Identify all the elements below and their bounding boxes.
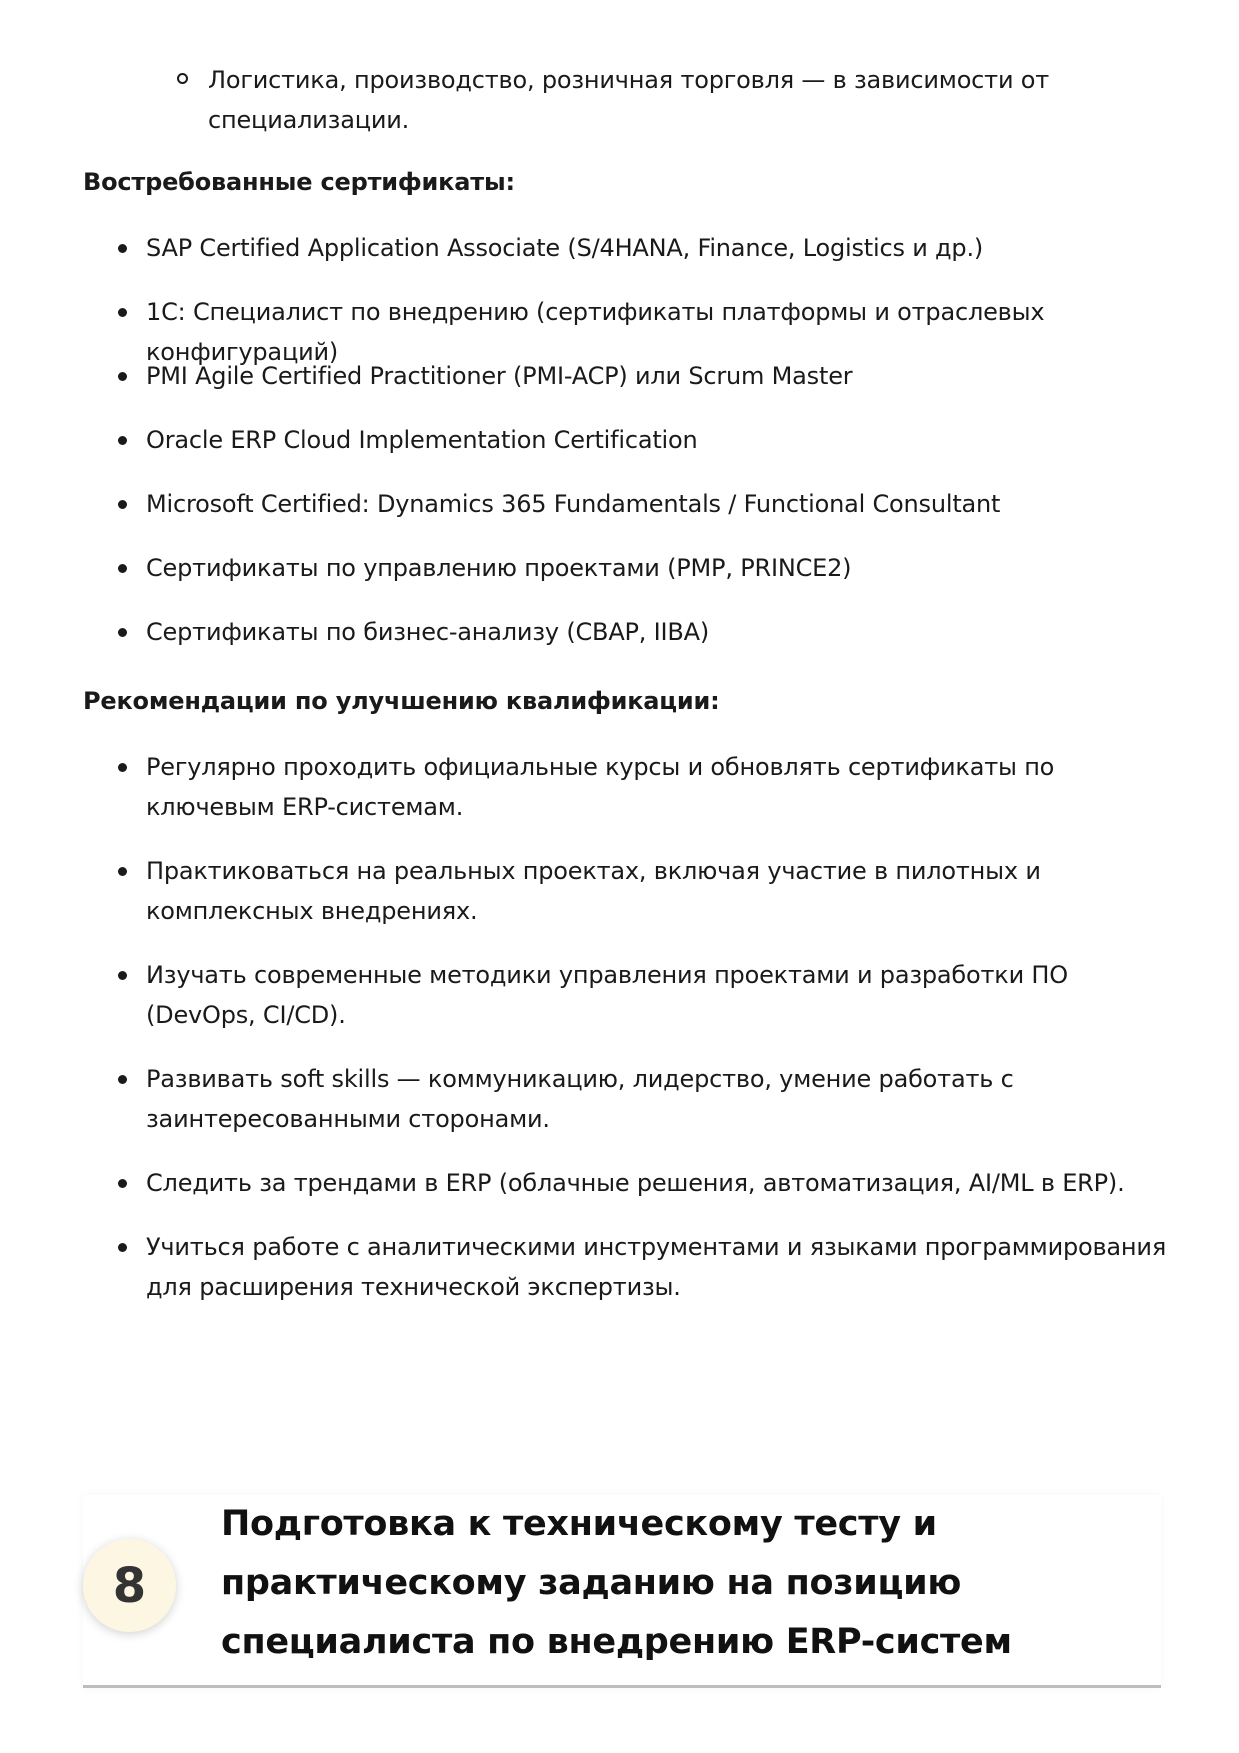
- list-item: [116, 1227, 1206, 1307]
- list-item: [116, 851, 1166, 931]
- recommendations-heading: Рекомендации по улучшению квалификации:: [83, 687, 720, 715]
- list-item-text: Следить за трендами в ERP (облачные решения, автоматизация, AI/ML в ERP).: [146, 1169, 1125, 1197]
- list-item: [116, 1163, 1166, 1203]
- list-item-text: Развивать soft skills — коммуникацию, лидерство, умение работать с заинтересованными сторонами.: [146, 1065, 1014, 1133]
- list-item: [116, 228, 1186, 268]
- list-item-text: Microsoft Certified: Dynamics 365 Fundamentals / Functional Consultant: [146, 490, 1001, 518]
- section-number-badge: 8: [83, 1539, 176, 1632]
- specialization-sublist: [177, 60, 1057, 140]
- list-item-text: PMI Agile Certified Practitioner (PMI-ACP) или Scrum Master: [146, 362, 853, 390]
- list-item-text: Учиться работе с аналитическими инструментами и языками программирования для расширения технической экспертизы.: [146, 1233, 1167, 1301]
- list-item: [116, 1059, 1166, 1139]
- list-item-text: Oracle ERP Cloud Implementation Certification: [146, 426, 698, 454]
- list-item: [116, 420, 1186, 460]
- bullet-icon: [118, 1243, 127, 1252]
- bullet-icon: [118, 1179, 127, 1188]
- list-item: [116, 747, 1166, 827]
- bullet-icon: [118, 244, 127, 253]
- bullet-icon: [118, 500, 127, 509]
- list-item-text: SAP Certified Application Associate (S/4HANA, Finance, Logistics и др.): [146, 234, 984, 262]
- list-item-text: 1С: Специалист по внедрению (сертификаты платформы и отраслевых конфигураций): [146, 298, 1045, 366]
- list-item-text: Изучать современные методики управления проектами и разработки ПО (DevOps, CI/CD).: [146, 961, 1068, 1029]
- list-item-text: Практиковаться на реальных проектах, включая участие в пилотных и комплексных внедрениях.: [146, 857, 1041, 925]
- list-item: [116, 548, 1186, 588]
- section-title: Подготовка к техническому тесту и практическому заданию на позицию специалиста по внедрению ERP-систем: [221, 1504, 1012, 1662]
- bullet-icon: [118, 867, 127, 876]
- list-item-text: Сертификаты по управлению проектами (PMP, PRINCE2): [146, 554, 852, 582]
- sublist-item-text: Логистика, производство, розничная торговля — в зависимости от специализации.: [208, 66, 1050, 134]
- bullet-icon: [118, 763, 127, 772]
- bullet-icon: [118, 308, 127, 317]
- bullet-icon: [118, 628, 127, 637]
- bullet-icon: [118, 564, 127, 573]
- list-item: [116, 356, 1186, 396]
- bullet-icon: [118, 1075, 127, 1084]
- list-item: [116, 612, 1186, 652]
- section-header-card: [83, 1495, 1161, 1688]
- list-item: [116, 484, 1186, 524]
- bullet-icon: [118, 372, 127, 381]
- bullet-icon: [118, 436, 127, 445]
- list-item: [116, 955, 1166, 1035]
- list-item-text: Сертификаты по бизнес-анализу (CBAP, IIBA): [146, 618, 710, 646]
- circle-bullet-icon: [177, 73, 188, 84]
- bullet-icon: [118, 971, 127, 980]
- sublist-item: [177, 60, 1057, 140]
- certificates-heading: Востребованные сертификаты:: [83, 168, 515, 196]
- list-item-text: Регулярно проходить официальные курсы и обновлять сертификаты по ключевым ERP-системам.: [146, 753, 1055, 821]
